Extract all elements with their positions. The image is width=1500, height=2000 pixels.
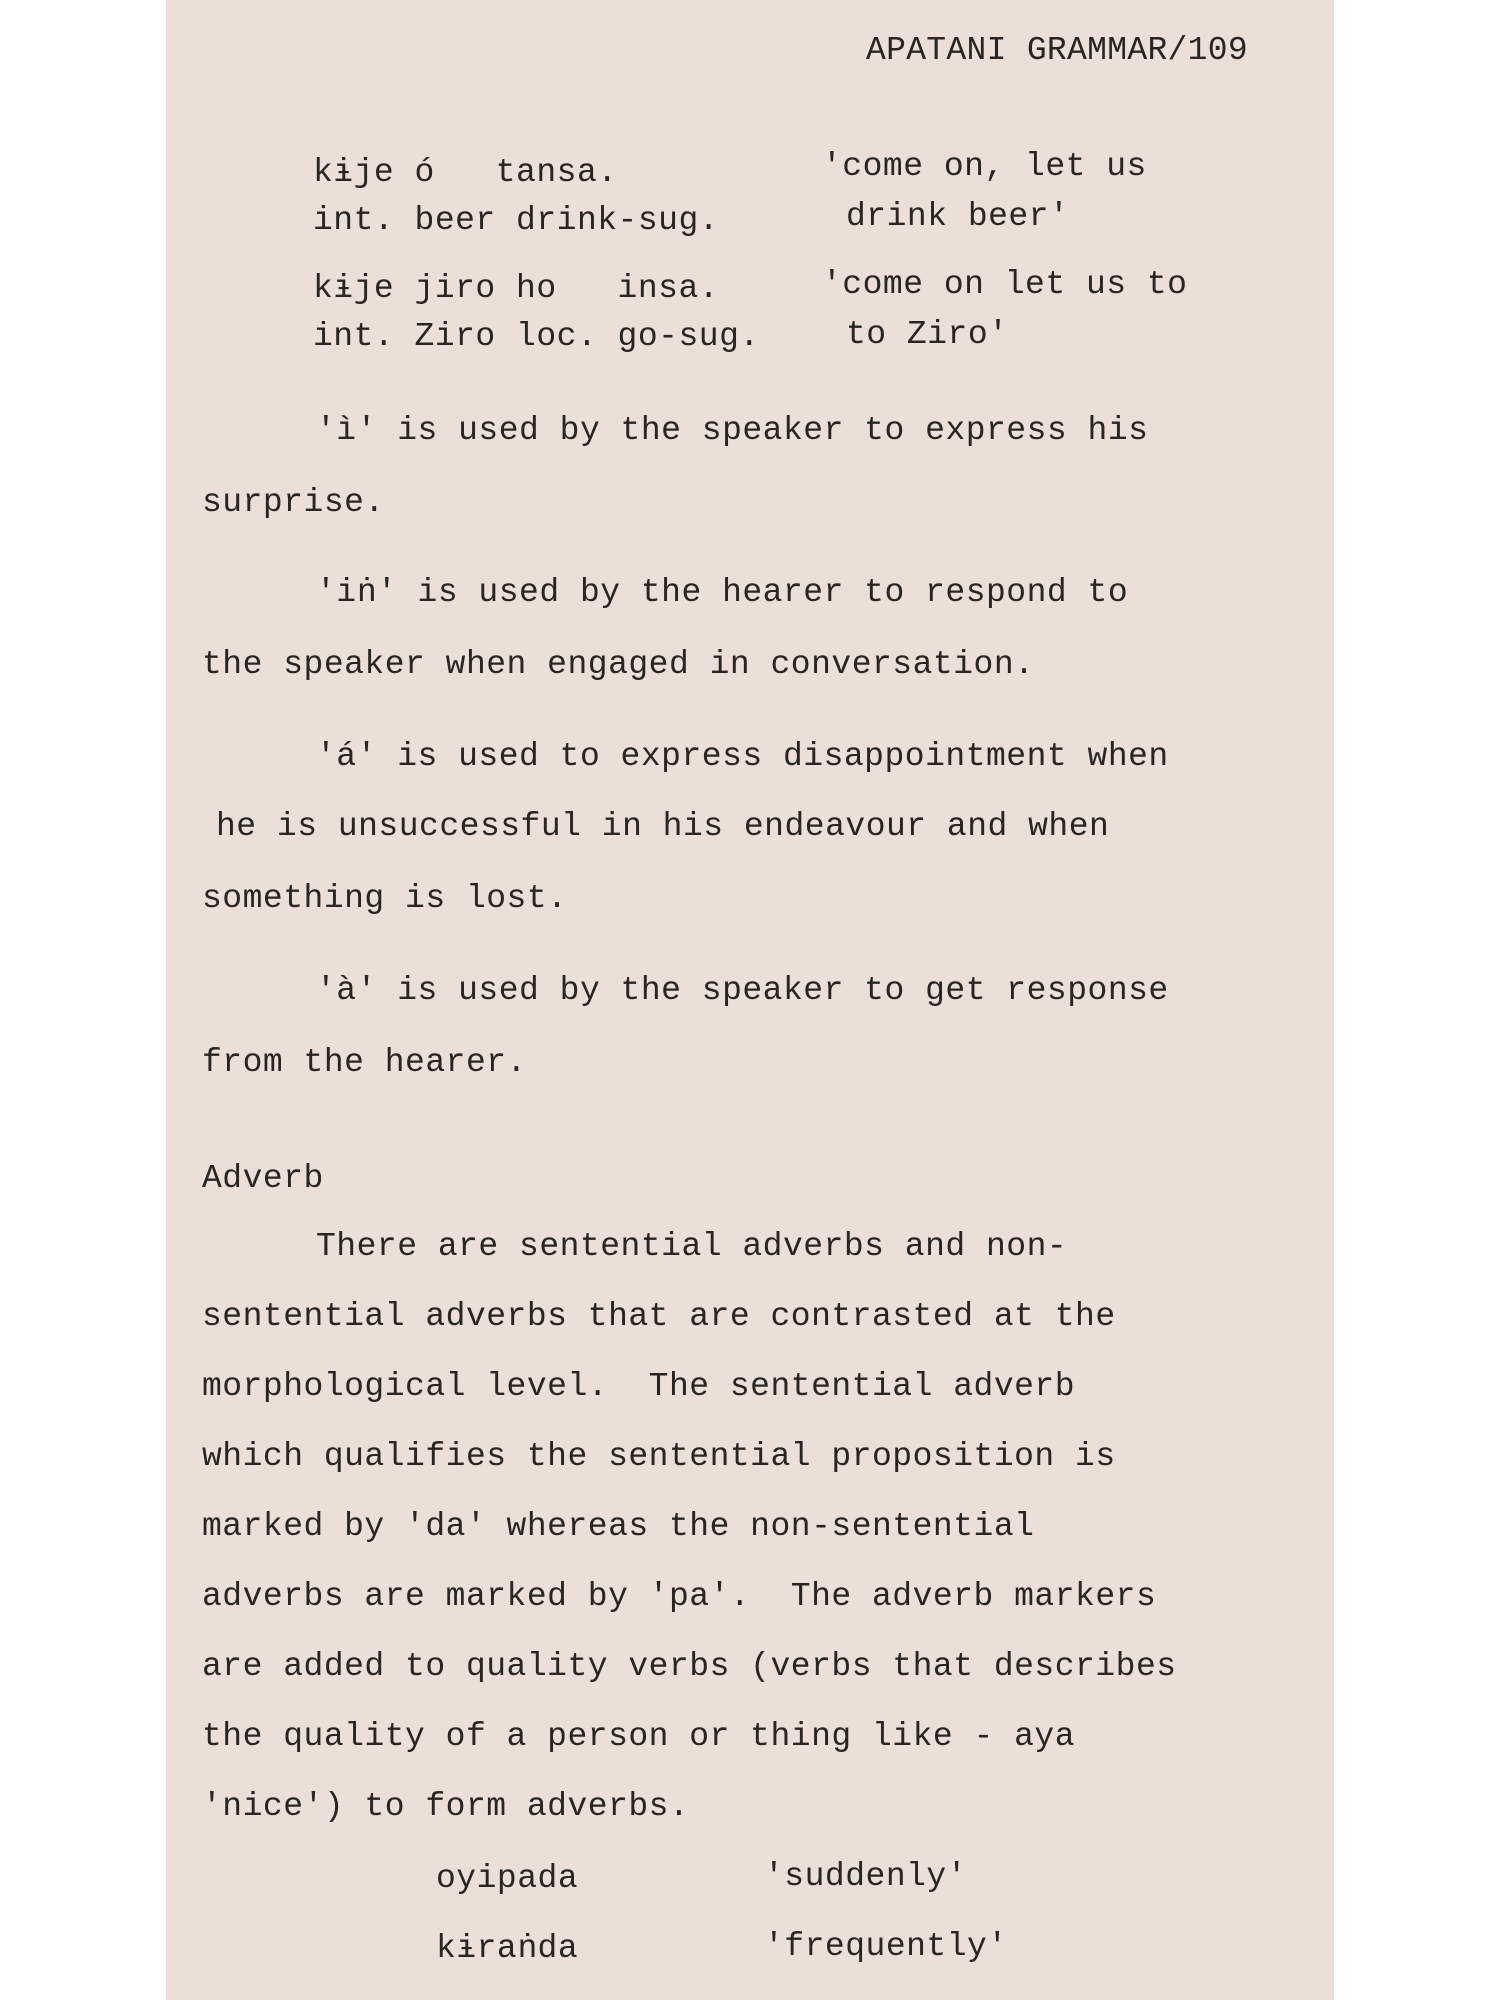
adverb-body-line-2: sentential adverbs that are contrasted at the <box>202 1298 1116 1335</box>
paragraph-i-line-1: 'ì' is used by the speaker to express his <box>316 412 1149 449</box>
paragraph-in-line-1: 'iṅ' is used by the hearer to respond to <box>316 574 1129 611</box>
paragraph-a-grave-line-2: from the hearer. <box>202 1044 527 1081</box>
adverb-body-line-1: There are sentential adverbs and non- <box>316 1228 1068 1265</box>
paragraph-in-line-2: the speaker when engaged in conversation. <box>202 646 1035 683</box>
adverb-body-line-3: morphological level. The sentential adverb <box>202 1368 1076 1405</box>
scanned-page <box>166 0 1334 2000</box>
example-1-source: kɨje ó tansa. <box>313 154 618 191</box>
adverb-body-line-5: marked by 'da' whereas the non-sentential <box>202 1508 1035 1545</box>
paragraph-a-grave-line-1: 'à' is used by the speaker to get response <box>316 972 1169 1009</box>
adverb-example-2-word: kɨraṅda <box>436 1930 579 1967</box>
example-2-translation-line-2: to Ziro' <box>846 316 1009 353</box>
example-2-gloss: int. Ziro loc. go-sug. <box>313 318 760 355</box>
example-2-translation-line-1: 'come on let us to <box>822 266 1188 303</box>
adverb-body-line-9: 'nice') to form adverbs. <box>202 1788 690 1825</box>
adverb-example-2-meaning: 'frequently' <box>764 1928 1008 1965</box>
adverb-example-1-word: oyipada <box>436 1860 579 1897</box>
adverb-body-line-8: the quality of a person or thing like - aya <box>202 1718 1076 1755</box>
adverb-example-1-meaning: 'suddenly' <box>764 1858 968 1895</box>
example-1-gloss: int. beer drink-sug. <box>313 202 720 239</box>
adverb-body-line-6: adverbs are marked by 'pa'. The adverb markers <box>202 1578 1157 1615</box>
example-1-translation-line-2: drink beer' <box>846 198 1070 235</box>
example-1-translation-line-1: 'come on, let us <box>822 148 1147 185</box>
paragraph-i-line-2: surprise. <box>202 484 385 521</box>
adverb-body-line-7: are added to quality verbs (verbs that describes <box>202 1648 1177 1685</box>
section-heading-adverb: Adverb <box>202 1160 324 1197</box>
running-header: APATANI GRAMMAR/109 <box>866 32 1248 69</box>
example-2-source: kɨje jiro ho insa. <box>313 270 720 307</box>
paragraph-a-acute-line-3: something is lost. <box>202 880 568 917</box>
paragraph-a-acute-line-2: he is unsuccessful in his endeavour and when <box>216 808 1110 845</box>
adverb-body-line-4: which qualifies the sentential proposition is <box>202 1438 1116 1475</box>
paragraph-a-acute-line-1: 'á' is used to express disappointment when <box>316 738 1169 775</box>
